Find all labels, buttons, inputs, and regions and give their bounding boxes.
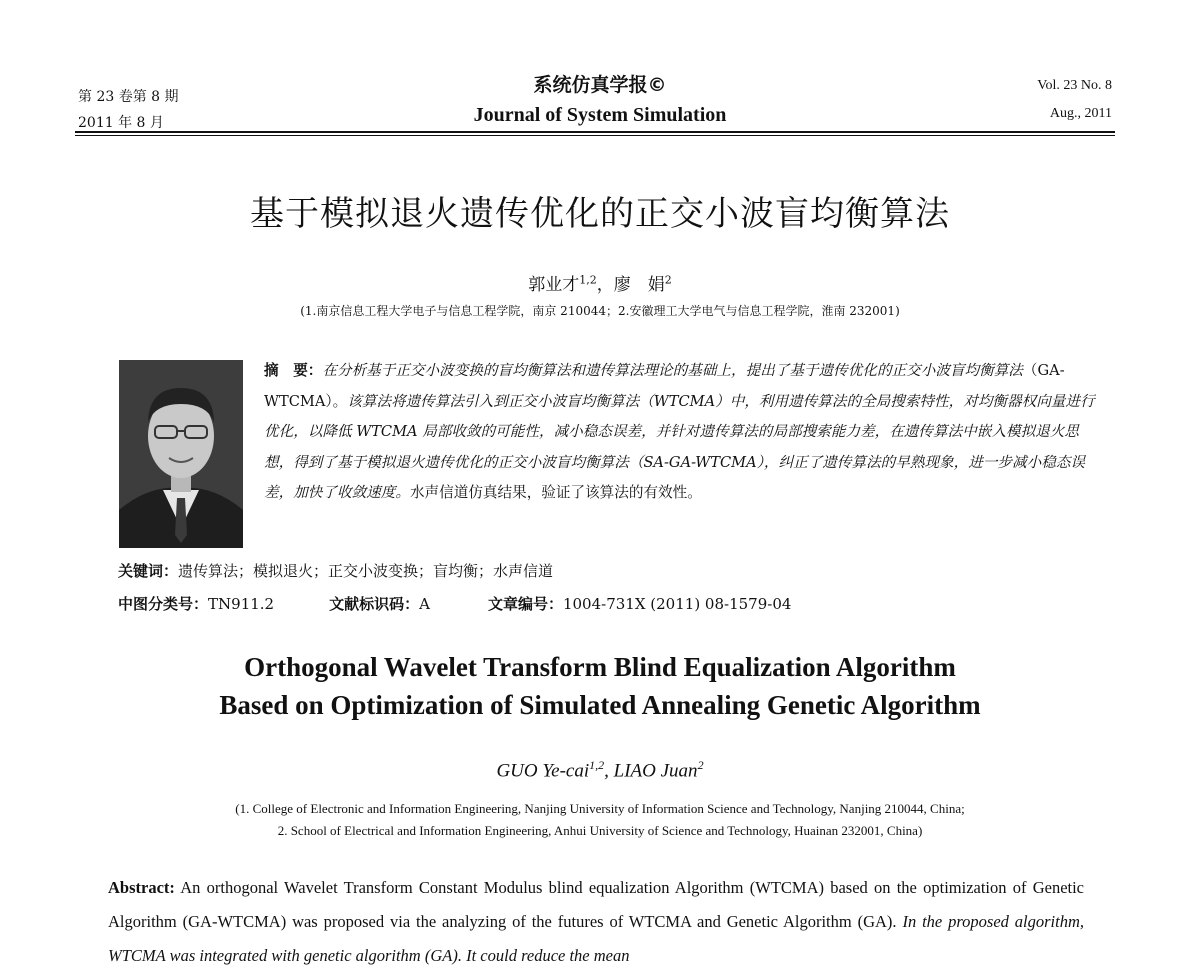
paper-title-en-line-1: Orthogonal Wavelet Transform Blind Equalization Algorithm [244,652,956,682]
issue-number-cn: 第 23 卷第 8 期 [78,89,179,105]
clc-value: TN911.2 [208,595,275,613]
abstract-cn [264,356,1104,509]
abstract-en-label: Abstract: [108,878,175,897]
abstract-cn-part-2: （GA-WTCMA）。 [264,362,1065,410]
classification-line [118,593,1118,614]
header-rule-thick [75,131,1115,133]
author-photo [119,360,243,548]
clc-label: 中图分类号： [118,595,209,613]
abstract-cn-label: 摘 要： [264,362,323,379]
author-1-affil-en: 1,2 [589,758,605,772]
author-1-en: GUO Ye-cai [496,760,590,782]
author-1-cn: 郭业才 [528,275,580,295]
author-1-affil-cn: 1,2 [579,273,597,287]
article-number-label: 文章编号： [487,595,563,613]
abstract-en-italic-text: In the proposed algorithm, WTCMA was integrated with genetic algorithm (GA). It could reduce the mean [108,912,1085,965]
author-2-affil-cn: 2 [664,273,672,287]
abstract-cn-part-4: 水声信道仿真结果，验证了该算法的有效性。 [409,484,702,501]
keywords-label: 关键词： [118,562,179,580]
header-rule-thin [75,135,1115,136]
author-2-affil-en: 2 [697,758,704,772]
author-separator-cn: ， [596,275,614,295]
author-2-en: LIAO Juan [613,760,698,782]
keywords-text: 遗传算法；模拟退火；正交小波变换；盲均衡；水声信道 [178,562,554,580]
doc-code-label: 文献标识码： [329,595,420,613]
volume-en: Vol. 23 No. 8 [1037,78,1112,93]
date-en: Aug., 2011 [1049,106,1112,121]
author-2-cn: 廖 娟 [613,275,665,295]
abstract-en-text: An orthogonal Wavelet Transform Constant Modulus blind equalization Algorithm (WTCMA) based on the optimization of Genetic Algorithm (GA-WTCMA) was proposed via the analyzing of the futures of WTCMA and Genetic Algorithm (GA). [108,878,1085,931]
author-photo-image [119,360,243,548]
affiliation-en-line-1: (1. College of Electronic and Information Engineering, Nanjing University of Information Science and Technology, Nanjing 210044, China; [235,801,965,816]
abstract-en [108,871,1084,973]
article-number-value: 1004-731X (2011) 08-1579-04 [562,595,792,613]
abstract-cn-part-3: 该算法将遗传算法引入到正交小波盲均衡算法（WTCMA）中，利用遗传算法的全局搜索特性，对均衡器权向量进行优化，以降低 WTCMA 局部收敛的可能性，减小稳态误差，并针对遗传算法的局部搜索能力差，在遗传算法中嵌入模拟退火思想，得到了基于模拟退火遗传优化的正交小波盲均衡算法（SA-GA-WTCMA），纠正了遗传算法的早熟现象，进一步减小稳态误差，加快了收敛速度。 [264,392,1095,501]
authors-cn [0,270,1200,295]
abstract-cn-part-1: 在分析基于正交小波变换的盲均衡算法和遗传算法理论的基础上，提出了基于遗传优化的正交小波盲均衡算法 [322,362,1023,379]
paper-title-cn: 基于模拟退火遗传优化的正交小波盲均衡算法 [250,194,950,234]
author-separator-en: , [604,760,614,782]
paper-title-en-line-2: Based on Optimization of Simulated Annealing Genetic Algorithm [219,690,981,720]
keywords-cn [118,560,553,581]
doc-code-value: A [419,595,430,613]
authors-en [0,758,1200,782]
affiliation-en-line-2: 2. School of Electrical and Information Engineering, Anhui University of Science and Technology, Huainan 232001, China) [277,823,923,838]
journal-name-en: Journal of System Simulation [473,104,727,126]
journal-name-cn: 系统仿真学报© [533,74,667,96]
affiliation-cn: (1.南京信息工程大学电子与信息工程学院，南京 210044；2.安徽理工大学电气与信息工程学院，淮南 232001) [300,304,900,318]
date-cn: 2011 年 8 月 [78,115,164,131]
